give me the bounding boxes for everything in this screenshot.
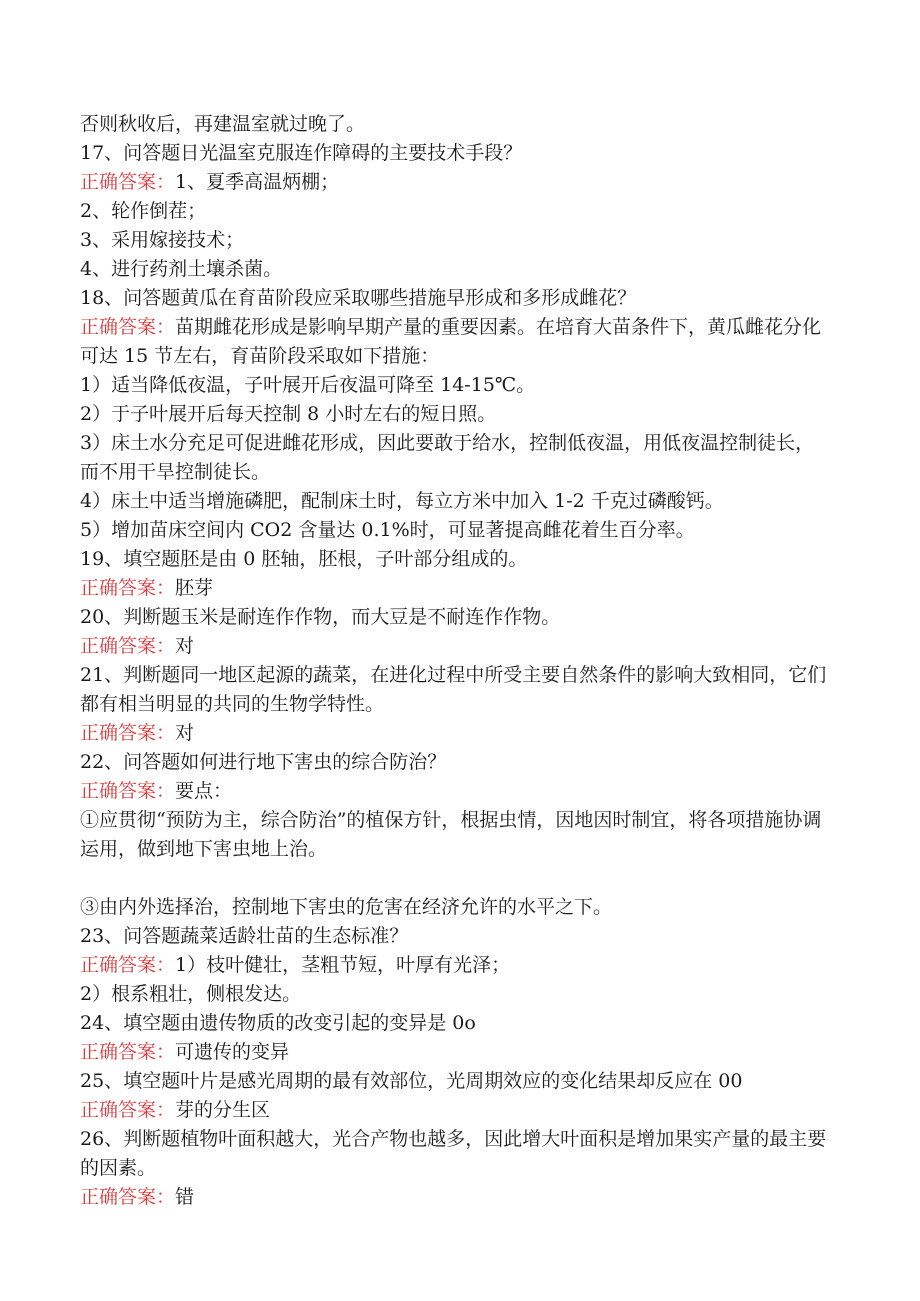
question-18 [80, 284, 830, 545]
answer-line [80, 951, 830, 980]
answer-text: 芽的分生区 [175, 1099, 271, 1121]
question-type: 判断题 [123, 664, 181, 686]
question-number: 24、 [80, 1012, 124, 1034]
answer-text: 对 [175, 635, 195, 657]
answer-text: 1）枝叶健壮，茎粗节短，叶厚有光泽； [175, 954, 511, 976]
answer-line [80, 1038, 830, 1067]
answer-text: 苗期雌花形成是影响早期产量的重要因素。在培育大苗条件下，黄瓜雌花分化可达 15 节左右，育苗阶段采取如下措施： [80, 316, 822, 367]
answer-text: 1、夏季高温炳棚； [175, 171, 340, 193]
blank-line [80, 864, 830, 893]
question-body: 蔬菜适龄壮苗的生态标准？ [180, 925, 409, 947]
question-19 [80, 545, 830, 603]
question-body: 胚是由 0 胚轴，胚根，子叶部分组成的。 [180, 548, 528, 570]
answer-line [80, 632, 830, 661]
question-text [80, 1009, 830, 1038]
question-number: 17、 [80, 142, 124, 164]
answer-line: 3、采用嫁接技术； [80, 229, 245, 251]
question-type: 判断题 [123, 606, 181, 628]
question-number: 22、 [80, 751, 124, 773]
question-type: 填空题 [123, 1070, 181, 1092]
question-number: 21、 [80, 664, 124, 686]
question-body: 叶片是感光周期的最有效部位，光周期效应的变化结果却反应在 00 [180, 1070, 743, 1092]
answer-line [80, 574, 830, 603]
question-type: 填空题 [123, 1012, 181, 1034]
answer-line [80, 313, 830, 371]
question-21 [80, 661, 830, 748]
question-text [80, 603, 830, 632]
question-body: 玉米是耐连作作物，而大豆是不耐连作作物。 [180, 606, 561, 628]
question-number: 19、 [80, 548, 124, 570]
question-26 [80, 1125, 830, 1212]
question-text [80, 1067, 830, 1096]
question-type: 填空题 [123, 548, 181, 570]
answer-label: 正确答案： [80, 954, 176, 976]
answer-line: ③由内外选择治，控制地下害虫的危害在经济允许的水平之下。 [80, 896, 613, 918]
answer-label: 正确答案： [80, 722, 176, 744]
question-body: 由遗传物质的改变引起的变异是 0o [180, 1012, 476, 1034]
answer-line [80, 1183, 830, 1212]
answer-line [80, 1096, 830, 1125]
question-text [80, 922, 830, 951]
question-type: 问答题 [123, 925, 181, 947]
answer-line: ①应贯彻“预防为主，综合防治”的植保方针，根据虫情，因地因时制宜，将各项措施协调运用，做到地下害虫地上治。 [80, 809, 822, 860]
question-body: 同一地区起源的蔬菜，在进化过程中所受主要自然条件的影响大致相同，它们都有相当明显的共同的生物学特性。 [80, 664, 827, 715]
question-number: 20、 [80, 606, 124, 628]
question-text [80, 661, 830, 719]
question-17 [80, 139, 830, 284]
answer-text: 可遗传的变异 [175, 1041, 290, 1063]
question-text [80, 139, 830, 168]
answer-label: 正确答案： [80, 780, 176, 802]
question-text [80, 284, 830, 313]
answer-text: 对 [175, 722, 195, 744]
question-type: 判断题 [123, 1128, 181, 1150]
question-number: 25、 [80, 1070, 124, 1092]
answer-line: 2、轮作倒茬； [80, 200, 207, 222]
question-22 [80, 748, 830, 922]
question-25 [80, 1067, 830, 1125]
answer-line [80, 777, 830, 806]
answer-text: 胚芽 [175, 577, 214, 599]
question-number: 18、 [80, 287, 124, 309]
answer-label: 正确答案： [80, 577, 176, 599]
answer-line: 4）床土中适当增施磷肥，配制床土时，每立方米中加入 1-2 千克过磷酸钙。 [80, 490, 724, 512]
answer-line: 5）增加苗床空间内 CO2 含量达 0.1%时，可显著提高雌花着生百分率。 [80, 519, 695, 541]
answer-line: 2）根系粗壮，侧根发达。 [80, 983, 302, 1005]
answer-line: 4、进行药剂土壤杀菌。 [80, 258, 283, 280]
answer-line [80, 168, 830, 197]
question-number: 26、 [80, 1128, 124, 1150]
answer-label: 正确答案： [80, 1041, 176, 1063]
answer-text: 错 [175, 1186, 195, 1208]
question-type: 问答题 [123, 142, 181, 164]
question-type: 问答题 [123, 751, 181, 773]
question-24 [80, 1009, 830, 1067]
question-body: 植物叶面积越大，光合产物也越多，因此增大叶面积是增加果实产量的最主要的因素。 [80, 1128, 827, 1179]
answer-label: 正确答案： [80, 1186, 176, 1208]
question-20 [80, 603, 830, 661]
answer-line [80, 719, 830, 748]
question-body: 如何进行地下害虫的综合防治？ [180, 751, 447, 773]
answer-label: 正确答案： [80, 171, 176, 193]
question-text [80, 748, 830, 777]
lead-text: 否则秋收后，再建温室就过晚了。 [80, 113, 366, 135]
question-text [80, 1125, 830, 1183]
answer-label: 正确答案： [80, 635, 176, 657]
answer-line: 1）适当降低夜温，子叶展开后夜温可降至 14-15℃。 [80, 374, 536, 396]
answer-line: 3）床土水分充足可促进雌花形成，因此要敢于给水，控制低夜温，用低夜温控制徒长，而不用干旱控制徒长。 [80, 432, 815, 483]
question-text [80, 545, 830, 574]
answer-line: 2）于子叶展开后每天控制 8 小时左右的短日照。 [80, 403, 497, 425]
question-23 [80, 922, 830, 1009]
question-body: 日光温室克服连作障碍的主要技术手段？ [180, 142, 523, 164]
answer-text: 要点： [175, 780, 233, 802]
answer-label: 正确答案： [80, 1099, 176, 1121]
question-number: 23、 [80, 925, 124, 947]
answer-label: 正确答案： [80, 316, 176, 338]
question-body: 黄瓜在育苗阶段应采取哪些措施早形成和多形成雌花？ [180, 287, 637, 309]
question-type: 问答题 [123, 287, 181, 309]
document-page [80, 110, 830, 1212]
